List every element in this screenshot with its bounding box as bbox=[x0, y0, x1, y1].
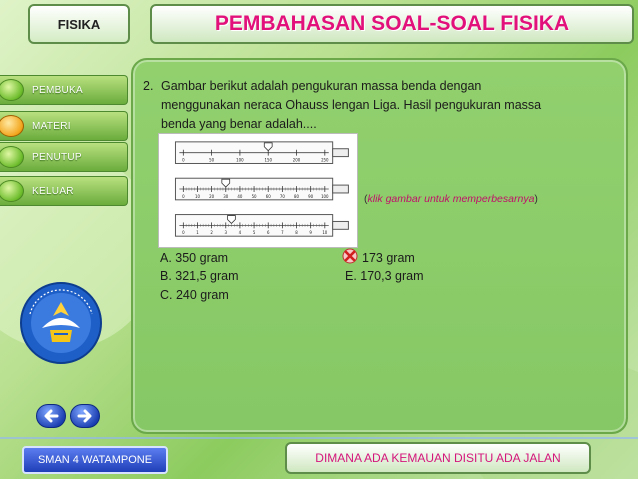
subject-tab-label: FISIKA bbox=[57, 16, 101, 32]
beam-tick-label: 100 bbox=[236, 157, 244, 163]
option-label: 173 gram bbox=[362, 251, 415, 265]
ohauss-scale-image[interactable] bbox=[158, 133, 358, 248]
sidebar-item-label: MATERI bbox=[32, 120, 71, 132]
nav-bullet-icon bbox=[0, 180, 24, 202]
beam-tick-label: 250 bbox=[321, 157, 329, 163]
balance-beam bbox=[175, 142, 348, 164]
question-number: 2. bbox=[143, 79, 154, 93]
beam-tick-label: 2 bbox=[210, 230, 213, 236]
tut-wuri-handayani-logo bbox=[20, 282, 102, 364]
nav-bullet-icon bbox=[0, 79, 24, 101]
beam-tick-label: 9 bbox=[309, 230, 312, 236]
beam-tick-label: 200 bbox=[292, 157, 301, 163]
hint-text: klik gambar untuk memperbesarnya bbox=[367, 193, 535, 205]
motto-text: DIMANA ADA KEMAUAN DISITU ADA JALAN bbox=[315, 451, 561, 465]
school-badge bbox=[22, 446, 168, 474]
beam-tick-label: 10 bbox=[322, 230, 328, 236]
motto-banner bbox=[285, 442, 591, 474]
beam-tick-label: 4 bbox=[238, 230, 242, 236]
option-label: A. 350 gram bbox=[160, 251, 229, 265]
beam-tick-label: 1 bbox=[196, 230, 199, 236]
beam-tick-label: 30 bbox=[223, 193, 229, 199]
hint-close: ) bbox=[534, 193, 538, 205]
option-c[interactable] bbox=[160, 288, 229, 302]
option-label: E. 170,3 gram bbox=[345, 269, 424, 283]
balance-beam bbox=[175, 215, 348, 237]
footer-divider bbox=[0, 437, 638, 439]
wrong-answer-icon bbox=[342, 248, 358, 264]
question-text: Gambar berikut adalah pengukuran massa benda dengan menggunakan neraca Ohauss lengan Liga. Hasil pengukuran massa benda yang benar adalah.... bbox=[161, 79, 542, 131]
arrow-right-icon bbox=[77, 409, 93, 423]
beam-tick-label: 80 bbox=[294, 193, 300, 199]
beam-tick-label: 5 bbox=[252, 230, 256, 236]
beam-tick-label: 8 bbox=[295, 230, 298, 236]
arrow-left-icon bbox=[43, 409, 59, 423]
balance-beam bbox=[175, 178, 348, 200]
nav-bullet-icon bbox=[0, 146, 24, 168]
option-d[interactable] bbox=[362, 251, 415, 265]
beam-end bbox=[333, 149, 349, 157]
page-title-bar bbox=[150, 4, 634, 44]
option-b[interactable] bbox=[160, 269, 239, 283]
beam-tick-label: 40 bbox=[237, 193, 243, 199]
beam-tick-label: 150 bbox=[264, 157, 272, 163]
beam-end bbox=[333, 221, 349, 229]
beam-tick-label: 7 bbox=[281, 230, 284, 236]
beam-tick-label: 70 bbox=[279, 193, 285, 199]
hint-open: ( bbox=[364, 193, 368, 205]
beam-tick-label: 50 bbox=[209, 157, 215, 163]
next-button[interactable] bbox=[70, 404, 100, 428]
school-name: SMAN 4 WATAMPONE bbox=[37, 454, 153, 466]
beam-tick-label: 0 bbox=[182, 230, 185, 236]
beam-end bbox=[333, 185, 349, 193]
beam-tick-label: 20 bbox=[209, 193, 215, 199]
sidebar-item-label: PEMBUKA bbox=[32, 84, 84, 96]
subject-tab[interactable] bbox=[28, 4, 130, 44]
page-title: PEMBAHASAN SOAL-SOAL FISIKA bbox=[214, 12, 570, 35]
beam-tick-label: 10 bbox=[194, 193, 200, 199]
enlarge-hint[interactable] bbox=[364, 193, 538, 205]
option-e[interactable] bbox=[345, 269, 424, 283]
beam-tick-label: 0 bbox=[182, 193, 185, 199]
beam-tick-label: 0 bbox=[182, 157, 185, 163]
beam-tick-label: 90 bbox=[308, 193, 314, 199]
sidebar-item-penutup[interactable] bbox=[0, 142, 128, 172]
option-label: C. 240 gram bbox=[160, 288, 229, 302]
option-a[interactable] bbox=[160, 251, 228, 265]
sidebar-item-keluar[interactable] bbox=[0, 176, 128, 206]
beam-tick-label: 100 bbox=[321, 193, 329, 199]
sidebar-item-label: PENUTUP bbox=[32, 151, 82, 163]
previous-button[interactable] bbox=[36, 404, 66, 428]
option-label: B. 321,5 gram bbox=[160, 269, 239, 283]
sidebar-item-pembuka[interactable] bbox=[0, 75, 128, 105]
question-block bbox=[143, 77, 563, 134]
beam-tick-label: 3 bbox=[224, 230, 228, 236]
sidebar-item-materi[interactable] bbox=[0, 111, 128, 141]
sidebar-item-label: KELUAR bbox=[32, 185, 74, 197]
nav-bullet-active-icon bbox=[0, 115, 24, 137]
beam-tick-label: 50 bbox=[251, 193, 257, 199]
beam-tick-label: 6 bbox=[266, 230, 270, 236]
beam-tick-label: 60 bbox=[265, 193, 271, 199]
